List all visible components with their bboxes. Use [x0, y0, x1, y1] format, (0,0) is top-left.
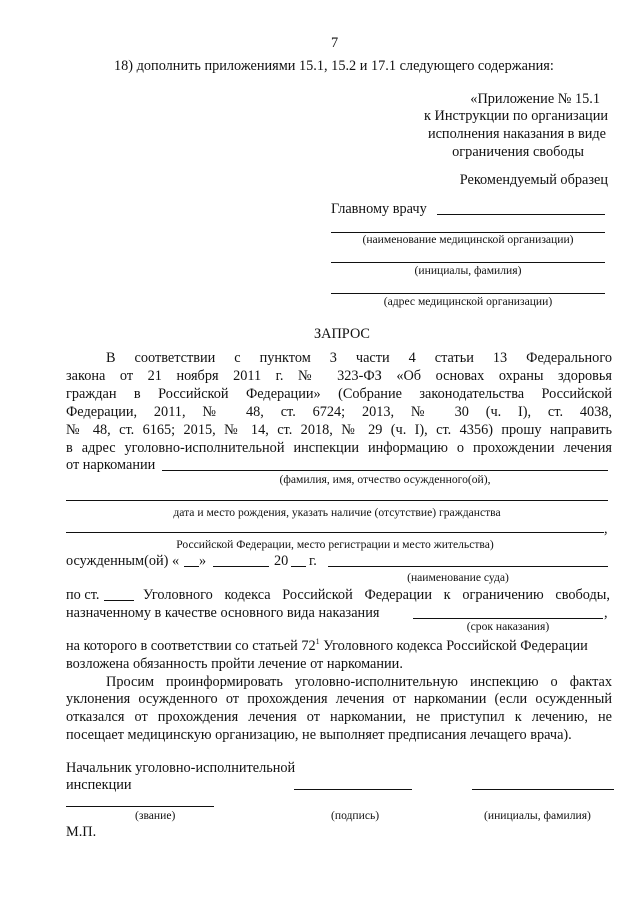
birth-line: [66, 500, 608, 501]
head-title-2: инспекции: [66, 777, 132, 793]
document-title: ЗАПРОС: [314, 326, 370, 342]
year-suffix: г.: [309, 553, 317, 569]
convicted-prefix: осужденным(ой) «: [66, 553, 180, 569]
name-line: [331, 262, 605, 263]
signature-line: [294, 789, 412, 790]
body-line: посещает медицинскую организацию, не выполняет предписания лечащего врача).: [66, 727, 572, 743]
recommended-sample: Рекомендуемый образец: [459, 172, 608, 188]
head-title: Начальник уголовно-исполнительной: [66, 760, 296, 776]
appendix-line-3: исполнения наказания в виде: [427, 126, 606, 142]
comma: ,: [604, 605, 608, 621]
initials-line: [472, 789, 614, 790]
body-line: отказался от прохождения лечения от наркомании, не приступил к лечению, не: [66, 709, 612, 725]
fio-caption: (фамилия, имя, отчество осужденного(ой),: [279, 473, 491, 486]
court-line: [328, 566, 608, 567]
body-line: Просим проинформировать уголовно-исполнительную инспекцию о фактах: [106, 674, 612, 690]
art-text: Уголовного кодекса Российской Федерации к ограничению свободы,: [143, 587, 610, 603]
fio-line: [162, 470, 608, 471]
address-line: [331, 293, 605, 294]
doctor-name-line: [437, 214, 605, 215]
month-line: [213, 566, 269, 567]
body-line: граждан в Российской Федерации» (Собрание законодательства Российской: [66, 386, 612, 402]
birth-caption: дата и место рождения, указать наличие (отсутствие) гражданства: [173, 506, 501, 519]
intro-line: 18) дополнить приложениями 15.1, 15.2 и 17.1 следующего содержания:: [114, 58, 554, 74]
body-line: № 48, ст. 6165; 2015, № 14, ст. 2018, № 29 (ч. I), ст. 4356) прошу направить: [66, 422, 612, 438]
initials-caption: (инициалы, фамилия): [484, 809, 591, 822]
assigned-text: назначенному в качестве основного вида наказания: [66, 605, 380, 621]
day-line: [184, 566, 199, 567]
registration-line: [66, 532, 604, 533]
stamp-place: М.П.: [66, 824, 97, 840]
court-caption: (наименование суда): [407, 571, 509, 584]
body-line: возложена обязанность пройти лечение от наркомании.: [66, 656, 403, 672]
body-line: от наркомании: [66, 457, 156, 473]
year-prefix: 20: [274, 553, 289, 569]
article-number-line: [104, 600, 134, 601]
address-caption: (адрес медицинской организации): [383, 295, 553, 308]
appendix-line-2: к Инструкции по организации: [424, 108, 608, 124]
addressee-label: Главному врачу: [331, 201, 427, 217]
body-line: в адрес уголовно-исполнительной инспекции информацию о прохождении лечения: [66, 440, 612, 456]
page-number: 7: [331, 35, 339, 51]
art-prefix: по ст.: [66, 587, 100, 603]
term-line: [413, 618, 603, 619]
rank-caption: (звание): [135, 809, 176, 822]
body-line: закона от 21 ноября 2011 г. № 323-ФЗ «Об основах охраны здоровья: [66, 368, 612, 384]
name-caption: (инициалы, фамилия): [414, 264, 522, 277]
rank-line: [66, 806, 214, 807]
org-caption: (наименование медицинской организации): [362, 233, 574, 246]
registration-caption: Российской Федерации, место регистрации и место жительства): [176, 538, 494, 551]
comma: ,: [604, 521, 608, 537]
body-line: В соответствии с пунктом 3 части 4 статьи 13 Федерального: [106, 350, 612, 366]
convicted-mid: »: [199, 553, 207, 569]
body-line: на которого в соответствии со статьей $72^1$ Уголовного кодекса Российской Федерации: [66, 637, 588, 654]
appendix-line-4: ограничения свободы: [452, 144, 584, 160]
body-line: уклонения осужденного от прохождения лечения от наркомании (если осужденный: [66, 691, 612, 707]
sign-caption: (подпись): [331, 809, 380, 822]
appendix-title: «Приложение № 15.1: [470, 91, 600, 107]
year-line: [291, 566, 306, 567]
term-caption: (срок наказания): [466, 620, 550, 633]
body-line: Федерации, 2011, № 48, ст. 6724; 2013, № 30 (ч. I), ст. 4038,: [66, 404, 612, 420]
